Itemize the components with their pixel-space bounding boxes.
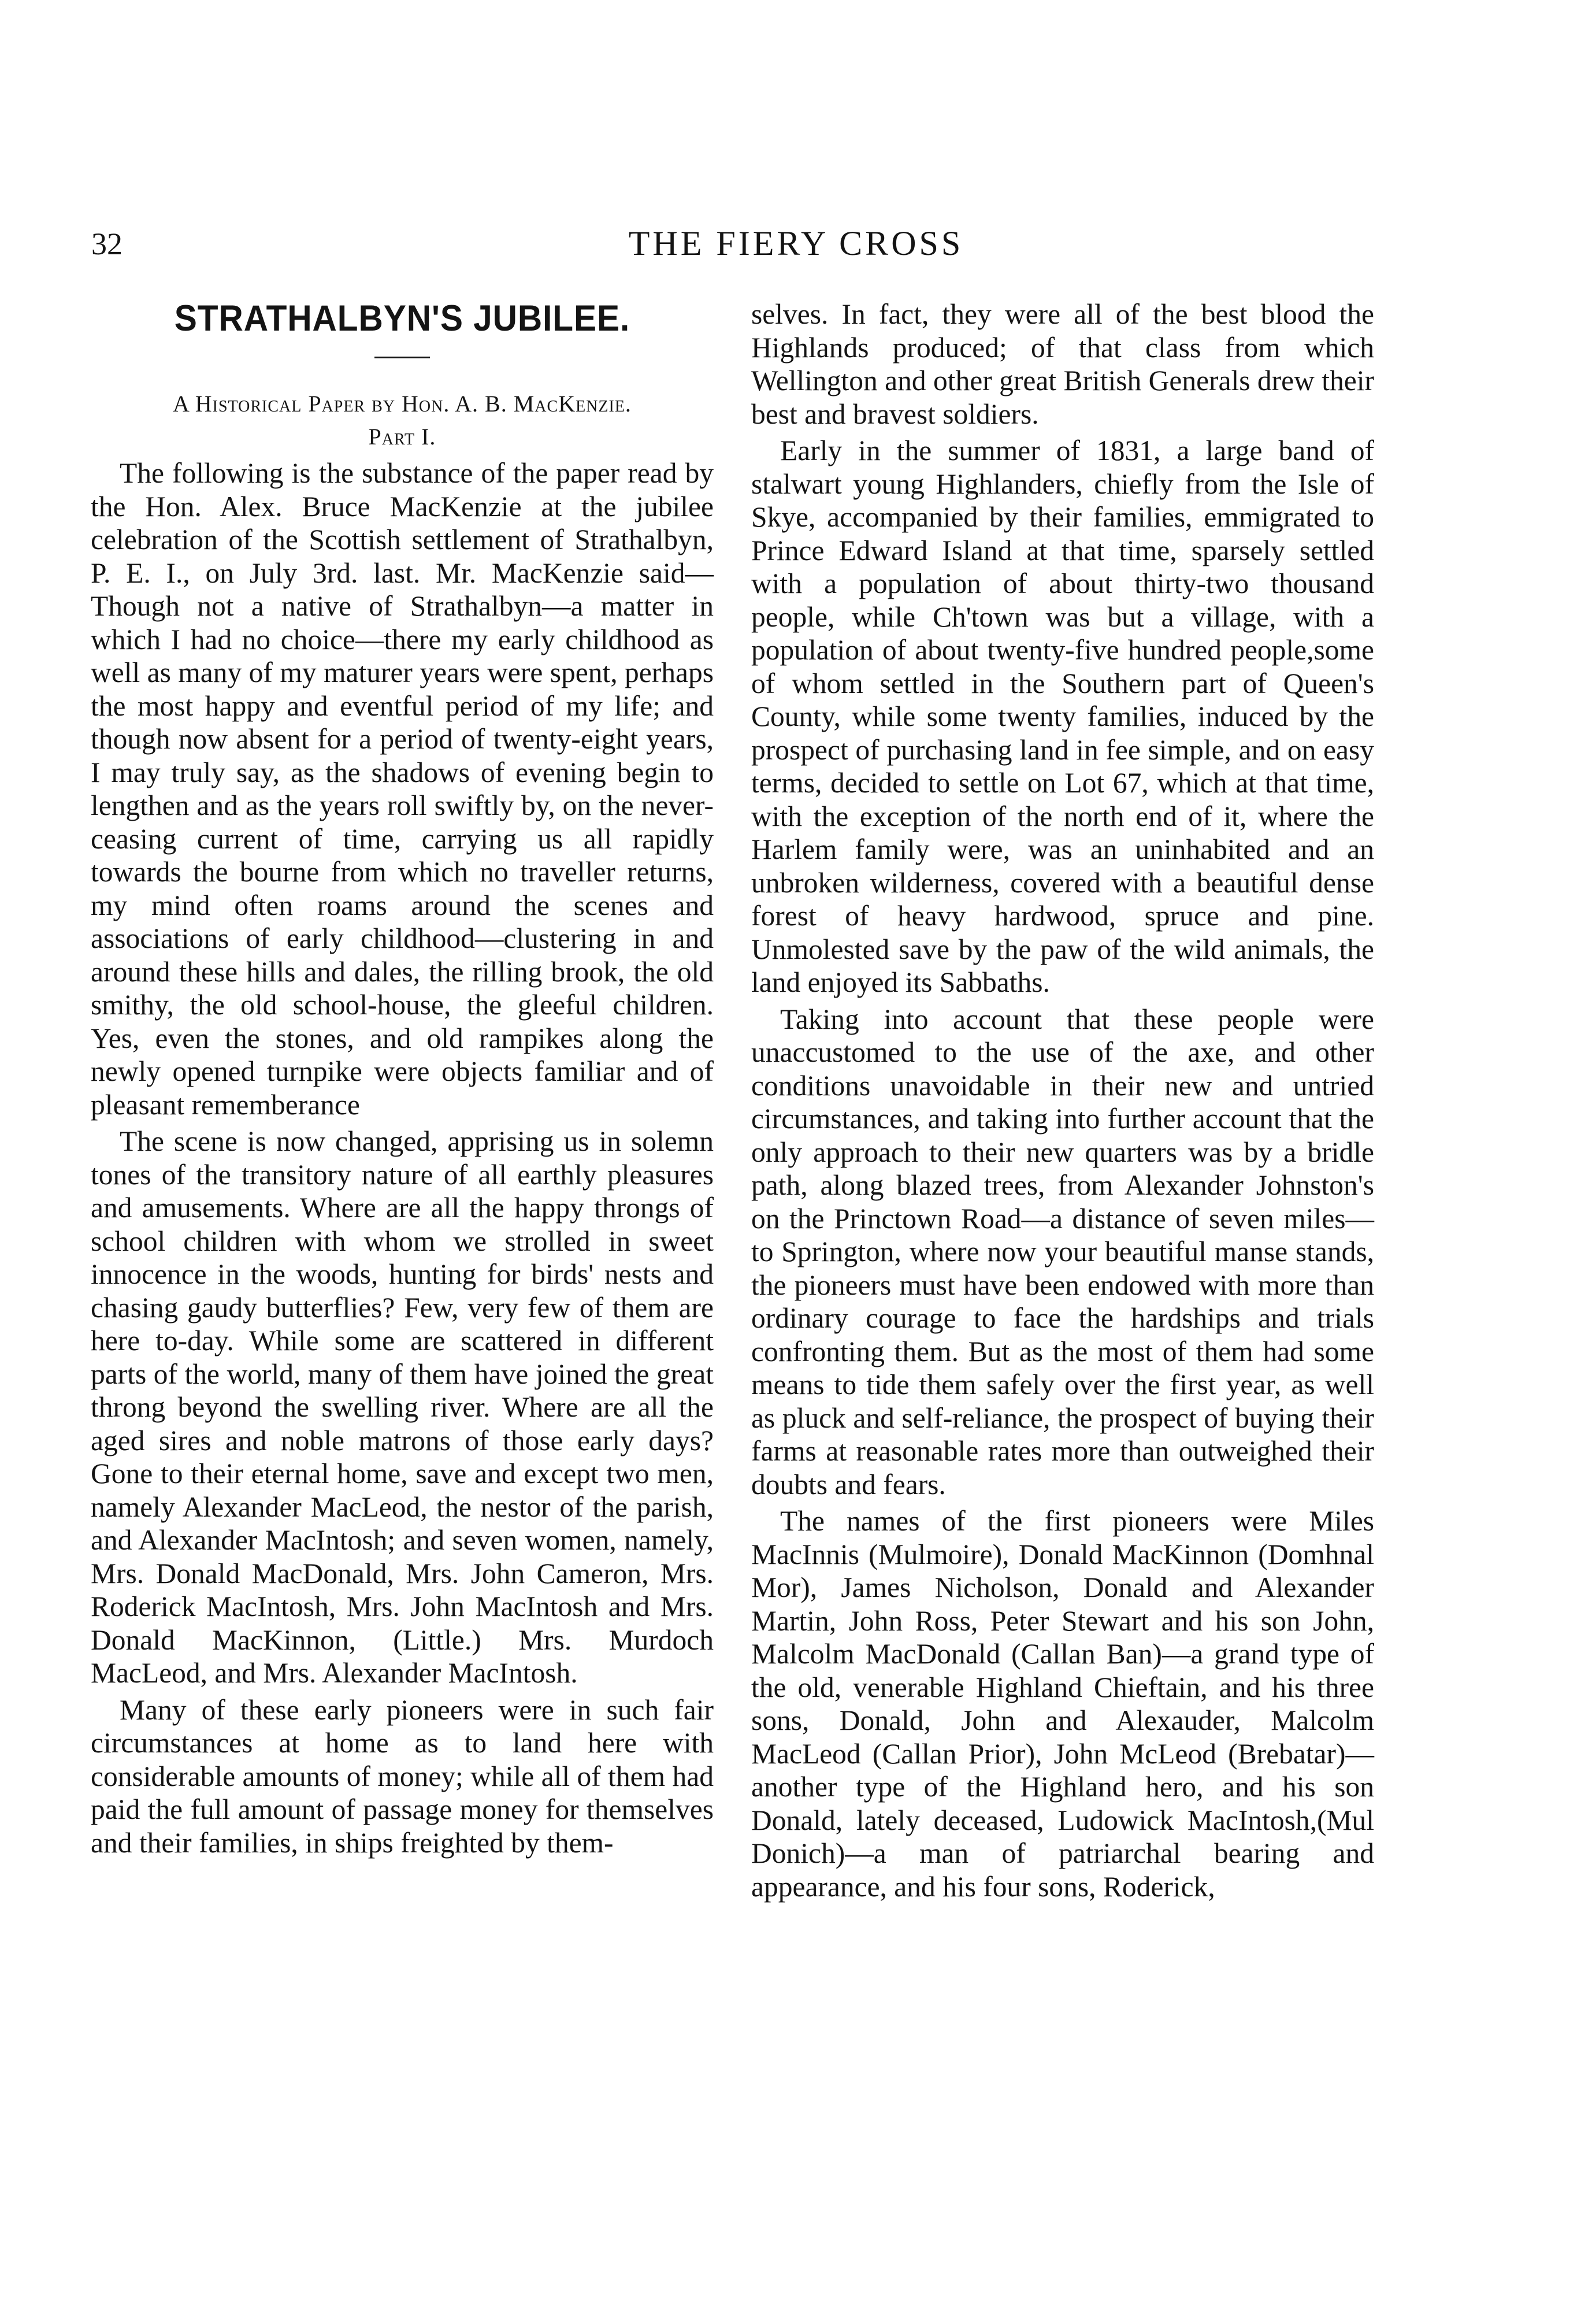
running-title: THE FIERY CROSS [628,224,964,262]
paragraph: The scene is now changed, apprising us in solemn tones of the transitory nature of all earthly pleasures and amusements. Where are all the happy throngs of school children with whom we strolled in sweet innocence in the woods, hunting for birds' nests and chasing gaudy butterflies? Few, very few of them are here to-day. While some are scattered in different parts of the world, many of them have joined the great throng beyond the swelling river. Where are all the aged sires and noble matrons of those early days? Gone to their eternal home, save and except two men, namely Alexander MacLeod, the nestor of the parish, and Alexander MacIntosh; and seven women, namely, Mrs. Donald MacDonald, Mrs. John Cameron, Mrs. Roderick MacIntosh, Mrs. John MacIntosh and Mrs. Donald MacKinnon, (Little.) Mrs. Murdoch MacLeod, and Mrs. Alexander MacIntosh. [91,1125,714,1689]
paragraph-continued: selves. In fact, they were all of the best blood the Highlands produced; of that class from which Wellington and other great British Generals drew their best and bravest soldiers. [751,298,1374,430]
part-text: Part I. [368,424,436,450]
page-number: 32 [91,227,123,261]
paragraph: Many of these early pioneers were in such fair circumstances at home as to land here with considerable amounts of money; while all of them had paid the full amount of passage money for themselves and their families, in ships freighted by them- [91,1693,714,1859]
title-rule [374,357,430,358]
byline-text: A Historical Paper by Hon. A. B. MacKenzie. [173,391,632,417]
part-label [91,420,714,453]
paragraph: Early in the summer of 1831, a large band of stalwart young Highlanders, chiefly from the Isle of Skye, accompanied by their families, emmigrated to Prince Edward Island at that time, sparsely settled with a population of about thirty-two thousand people, while Ch'town was but a village, with a population of about twenty-five hundred people,some of whom settled in the Southern part of Queen's County, while some twenty families, induced by the prospect of purchasing land in fee simple, and on easy terms, decided to settle on Lot 67, which at that time, with the exception of the north end of it, where the Harlem family were, was an uninhabited and an unbroken wilderness, covered with a beautiful dense forest of heavy hardwood, spruce and pine. Unmolested save by the paw of the wild animals, the land enjoyed its Sabbaths. [751,435,1374,998]
paragraph: The following is the substance of the paper read by the Hon. Alex. Bruce MacKenzie at the jubilee celebration of the Scottish settlement of Strathalbyn, P. E. I., on July 3rd. last. Mr. MacKenzie said—Though not a native of Strathalbyn—a matter in which I had no choice—there my early childhood as well as many of my maturer years were spent, perhaps the most happy and eventful period of my life; and though now absent for a period of twenty-eight years, I may truly say, as the shadows of evening begin to lengthen and as the years roll swiftly by, on the never-ceasing current of time, carrying us all rapidly towards the bourne from which no traveller returns, my mind often roams around the scenes and associations of early childhood—clustering in and around these hills and dales, the rilling brook, the old smithy, the old school-house, the gleeful children. Yes, even the stones, and old rampikes along the newly opened turnpike were objects familiar and of pleasant rememberance [91,457,714,1121]
byline [91,387,714,420]
article-title: STRATHALBYN'S JUBILEE. [174,298,630,339]
paragraph: Taking into account that these people were unaccustomed to the use of the axe, and other conditions unavoidable in their new and untried circumstances, and taking into further account that the only approach to their new quarters was by a bridle path, along blazed trees, from Alexander Johnston's on the Princtown Road—a distance of seven miles—to Springton, where now your beautiful manse stands, the pioneers must have been endowed with more than ordinary courage to face the hardships and trials confronting them. But as the most of them had some means to tide them safely over the first year, as well as pluck and self-reliance, the prospect of buying their farms at reasonable rates more than outweighed their doubts and fears. [751,1003,1374,1500]
right-column [751,298,1374,1903]
paragraph: The names of the first pioneers were Miles MacInnis (Mulmoire), Donald MacKinnon (Domhnal Mor), James Nicholson, Donald and Alexander Martin, John Ross, Peter Stewart and his son John, Malcolm MacDonald (Callan Ban)—a grand type of the old, venerable Highland Chieftain, and his three sons, Donald, John and Alexauder, Malcolm MacLeod (Callan Prior), John McLeod (Brebatar)—another type of the Highland hero, and his son Donald, lately deceased, Ludowick MacIntosh,(Mul Donich)—a man of patriarchal bearing and appearance, and his four sons, Roderick, [751,1505,1374,1903]
left-column [91,298,714,1859]
